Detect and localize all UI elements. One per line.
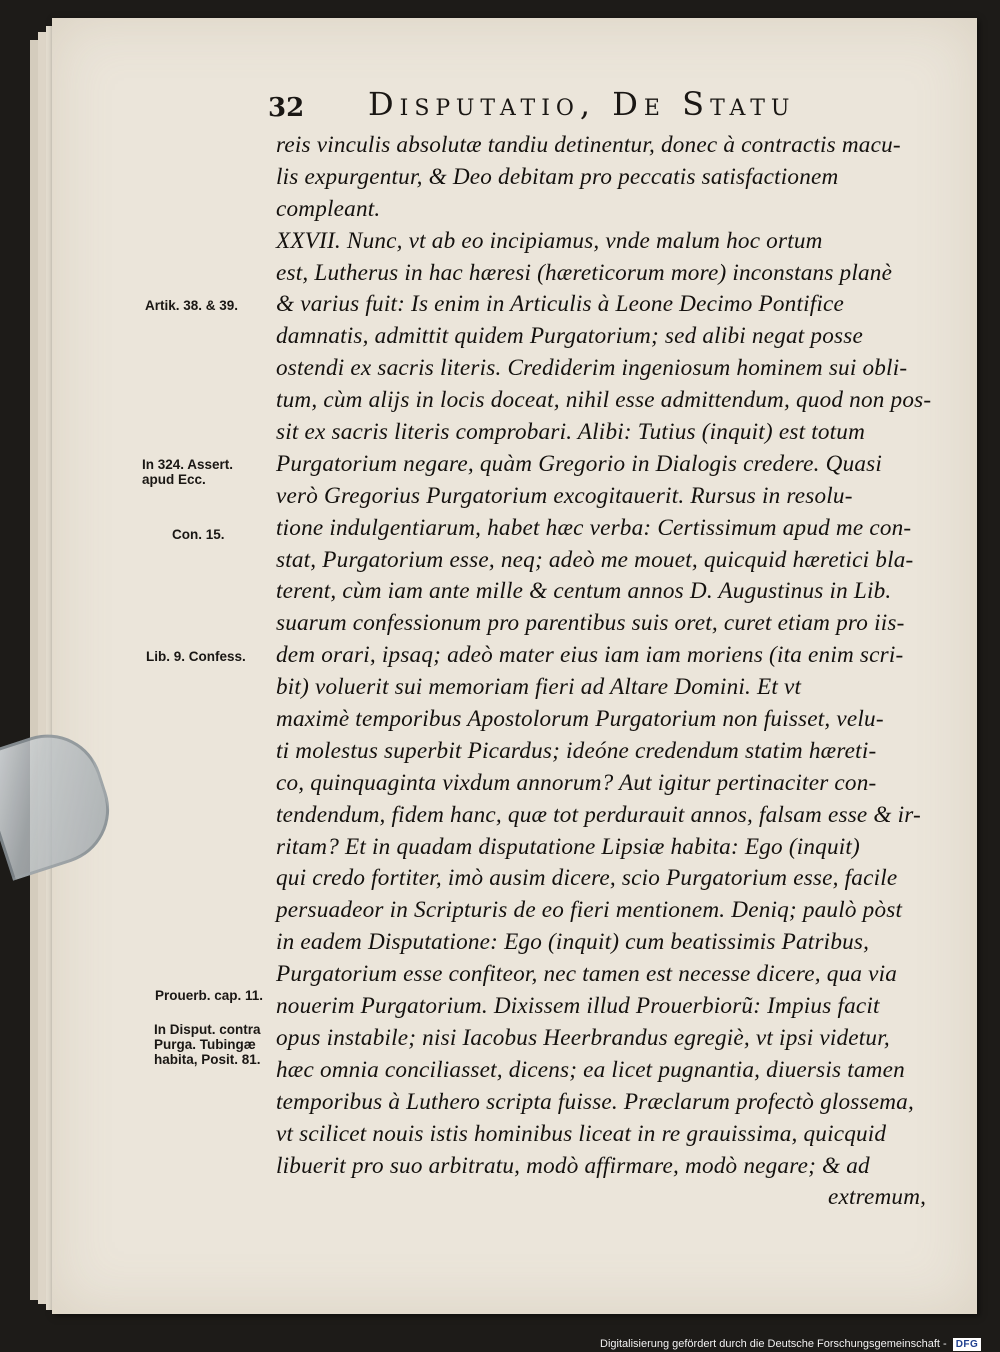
marginal-note-text: Artik. 38. & 39. [145, 298, 239, 313]
body-text [276, 130, 936, 1214]
marginal-note-text: Lib. 9. Confess. [146, 649, 246, 664]
marginal-note-text: apud Ecc. [142, 472, 206, 487]
text-line: in eadem Disputatione: Ego (inquit) cum beatissimis Patribus, [276, 929, 870, 956]
text-line: terent, cùm iam ante mille & centum annos D. Augustinus in Lib. [276, 578, 892, 605]
text-line: damnatis, admittit quidem Purgatorium; sed alibi negat posse [276, 323, 863, 350]
marginal-note [154, 1022, 314, 1067]
text-line: extremum, [828, 1184, 927, 1211]
text-line: verò Gregorius Purgatorium excogitauerit. Rursus in resolu- [276, 482, 853, 509]
text-line: tione indulgentiarum, habet hæc verba: Certissimum apud me con- [276, 514, 912, 541]
page-number: 32 [268, 93, 305, 123]
text-line: persuadeor in Scripturis de eo fieri mentionem. Deniq; paulò pòst [276, 897, 903, 924]
marginal-note [146, 649, 306, 664]
text-line: ritam? Et in quadam disputatione Lipsiæ habita: Ego (inquit) [276, 833, 860, 860]
running-title: Disputatio, De Statu [368, 85, 796, 123]
marginal-note [155, 988, 315, 1003]
text-line: lis expurgentur, & Deo debitam pro peccatis satisfactionem [276, 163, 839, 190]
text-line: co, quinquaginta vixdum annorum? Aut igitur pertinaciter con- [276, 769, 877, 796]
digitization-footer [600, 1336, 981, 1352]
text-line: compleant. [276, 195, 381, 222]
marginal-note-text: Con. 15. [172, 527, 225, 542]
text-line: tendendum, fidem hanc, quæ tot perdurauit annos, falsam esse & ir- [276, 801, 921, 828]
marginal-note-text: Prouerb. cap. 11. [155, 988, 264, 1003]
marginal-note-text: Purga. Tubingæ [154, 1037, 256, 1052]
text-line: ostendi ex sacris literis. Crediderim ingeniosum hominem sui obli- [276, 355, 908, 382]
text-line: stat, Purgatorium esse, neq; adeò me mouet, quicquid hæretici bla- [276, 546, 914, 573]
text-line: vt scilicet nouis istis hominibus liceat in re grauissima, quicquid [276, 1120, 887, 1147]
text-line: est, Lutherus in hac hæresi (hæreticorum more) inconstans planè [276, 259, 893, 286]
text-line: suarum confessionum pro parentibus suis oret, curet etiam pro iis- [276, 610, 905, 637]
text-line: XXVII. Nunc, vt ab eo incipiamus, vnde malum hoc ortum [276, 227, 823, 254]
text-line: maximè temporibus Apostolorum Purgatorium non fuisset, velu- [276, 706, 884, 733]
text-line: & varius fuit: Is enim in Articulis à Leone Decimo Pontifice [276, 291, 844, 318]
marginal-note-text: habita, Posit. 81. [154, 1052, 261, 1067]
text-line: opus instabile; nisi Iacobus Heerbrandus egregiè, vt ipsi videtur, [276, 1024, 890, 1051]
text-line: ti molestus superbit Picardus; ideóne credendum statim hæreti- [276, 737, 877, 764]
text-line: temporibus à Luthero scripta fuisse. Præclarum profectò glossema, [276, 1088, 914, 1115]
dfg-logo: DFG [953, 1338, 982, 1351]
funding-credit: Digitalisierung gefördert durch die Deutsche Forschungsgemeinschaft - [600, 1338, 947, 1350]
page-header [268, 85, 868, 129]
text-line: bit) voluerit sui memoriam fieri ad Altare Domini. Et vt [276, 674, 802, 701]
marginal-note [172, 527, 332, 542]
text-line: sit ex sacris literis comprobari. Alibi: Tutius (inquit) est totum [276, 419, 866, 446]
text-line: nouerim Purgatorium. Dixissem illud Prouerbiorũ: Impius facit [276, 993, 880, 1020]
marginal-note-text: In 324. Assert. [142, 457, 234, 472]
marginal-note [142, 457, 302, 487]
text-line: reis vinculis absolutæ tandiu detinentur, donec à contractis macu- [276, 132, 901, 158]
text-line: dem orari, ipsaq; adeò mater eius iam iam moriens (ita enim scri- [276, 642, 904, 669]
marginal-note [145, 298, 305, 313]
text-line: Purgatorium negare, quàm Gregorio in Dialogis credere. Quasi [276, 450, 883, 477]
text-line: tum, cùm alijs in locis doceat, nihil esse admittendum, quod non pos- [276, 387, 932, 414]
text-line: Purgatorium esse confiteor, nec tamen est necesse dicere, qua via [276, 961, 898, 988]
marginal-note-text: In Disput. contra [154, 1022, 261, 1037]
text-line: hæc omnia conciliasset, dicens; ea licet pugnantia, diuersis tamen [276, 1056, 905, 1083]
text-line: qui credo fortiter, imò ausim dicere, scio Purgatorium esse, facile [276, 865, 898, 892]
text-line: libuerit pro suo arbitratu, modò affirmare, modò negare; & ad [276, 1152, 870, 1179]
